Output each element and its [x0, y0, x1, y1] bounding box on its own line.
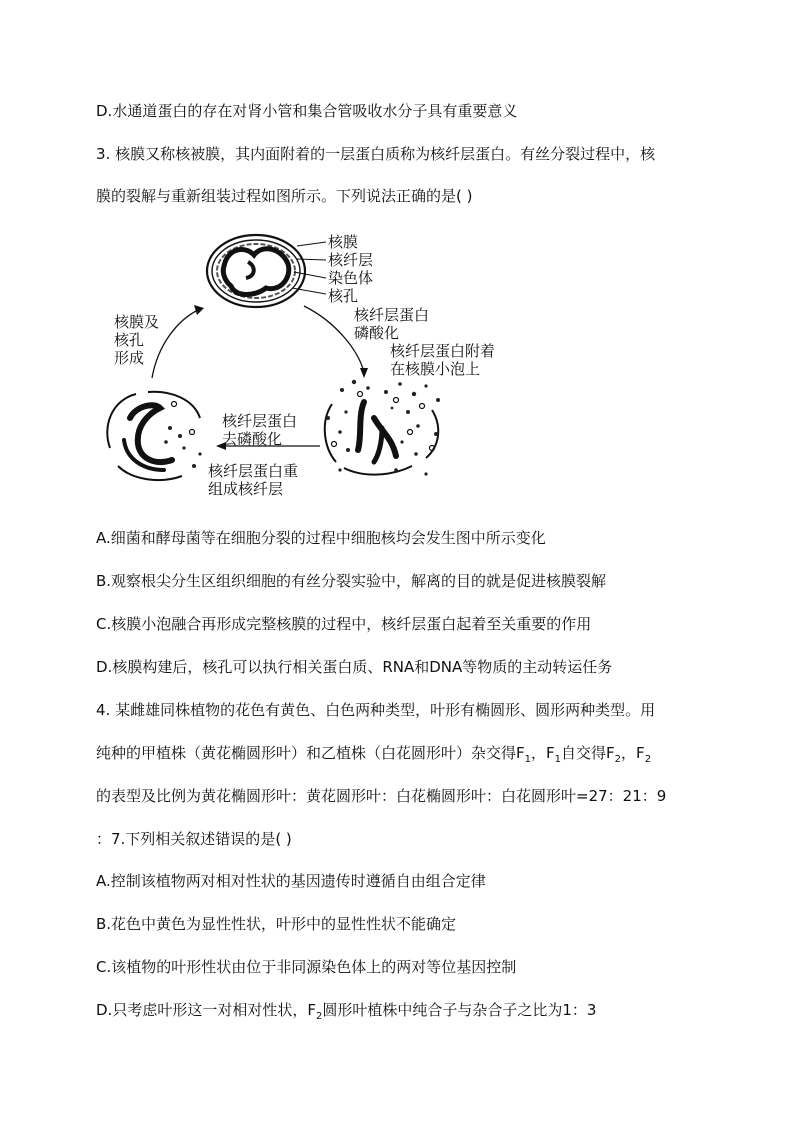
- q4-stem-line3: 的表型及比例为黄花椭圆形叶：黄花圆形叶：白花椭圆形叶：白花圆形叶=27：21：9: [96, 787, 667, 805]
- q3-option-c: C.核膜小泡融合再形成完整核膜的过程中，核纤层蛋白起着至关重要的作用: [96, 615, 592, 633]
- q3-option-b: B.观察根尖分生区组织细胞的有丝分裂实验中，解离的目的就是促进核膜裂解: [96, 572, 607, 590]
- q2-option-d: D.水通道蛋白的存在对肾小管和集合管吸收水分子具有重要意义: [96, 102, 518, 120]
- q3-stem-line2: 膜的裂解与重新组装过程如图所示。下列说法正确的是( ): [96, 187, 473, 205]
- label-nuclear-membrane: 核膜: [328, 233, 359, 251]
- q4-option-d: [96, 1000, 596, 1020]
- label-phosphorylation-1: 核纤层蛋白: [354, 306, 430, 324]
- intact-nucleus: [207, 235, 326, 307]
- label-nuclear-lamina: 核纤层: [328, 251, 374, 269]
- label-nuclear-pore: 核孔: [328, 287, 359, 305]
- q3-option-a: A.细菌和酵母菌等在细胞分裂的过程中细胞核均会发生图中所示变化: [96, 529, 546, 547]
- q3-stem-line1: 3. 核膜又称核被膜，其内面附着的一层蛋白质称为核纤层蛋白。有丝分裂过程中，核: [96, 145, 656, 163]
- q4-sub-1: 1: [524, 754, 532, 765]
- q4-option-c: C.该植物的叶形性状由位于非同源染色体上的两对等位基因控制: [96, 958, 517, 976]
- label-dephosphorylation-1: 核纤层蛋白: [222, 412, 298, 430]
- label-recombine-2: 组成核纤层: [208, 480, 284, 498]
- reassembling-nucleus: [107, 392, 201, 480]
- disassembled-nucleus: [325, 380, 440, 476]
- label-dephosphorylation-2: 去磷酸化: [222, 430, 283, 448]
- q4-option-b: B.花色中黄色为显性性状，叶形中的显性性状不能确定: [96, 915, 457, 933]
- q4-stem-line2: [96, 743, 651, 763]
- label-attach-2: 在核膜小泡上: [390, 360, 481, 378]
- q4-stem-line2-d: ，F: [621, 744, 645, 762]
- q4-stem-line2-b: ，F: [531, 744, 555, 762]
- q4-stem-line2-a: 纯种的甲植株（黄花椭圆形叶）和乙植株（白花圆形叶）杂交得F: [96, 744, 525, 762]
- q4-sub-4: 2: [644, 754, 652, 765]
- q4-option-d-b: 圆形叶植株中纯合子与杂合子之比为1：3: [322, 1001, 597, 1019]
- q4-option-d-sub: 2: [315, 1011, 323, 1022]
- label-phosphorylation-2: 磷酸化: [354, 324, 400, 342]
- q4-option-d-a: D.只考虑叶形这一对相对性状，F: [96, 1001, 316, 1019]
- label-formation-3: 形成: [114, 349, 145, 367]
- q4-stem-line1: 4. 某雌雄同株植物的花色有黄色、白色两种类型，叶形有椭圆形、圆形两种类型。用: [96, 701, 656, 719]
- label-recombine-1: 核纤层蛋白重: [208, 462, 299, 480]
- label-chromosome: 染色体: [328, 269, 374, 287]
- q4-stem-line4: ：7.下列相关叙述错误的是( ): [96, 830, 292, 848]
- q3-option-d: D.核膜构建后，核孔可以执行相关蛋白质、RNA和DNA等物质的主动转运任务: [96, 658, 613, 676]
- label-formation-2: 核孔: [114, 331, 145, 349]
- q4-sub-2: 1: [554, 754, 562, 765]
- nuclear-envelope-cycle-figure: [96, 222, 556, 504]
- q4-stem-line2-c: 自交得F: [561, 744, 615, 762]
- label-attach-1: 核纤层蛋白附着: [390, 342, 496, 360]
- q4-option-a: A.控制该植物两对相对性状的基因遗传时遵循自由组合定律: [96, 872, 486, 890]
- q4-sub-3: 2: [614, 754, 622, 765]
- label-formation-1: 核膜及: [114, 313, 160, 331]
